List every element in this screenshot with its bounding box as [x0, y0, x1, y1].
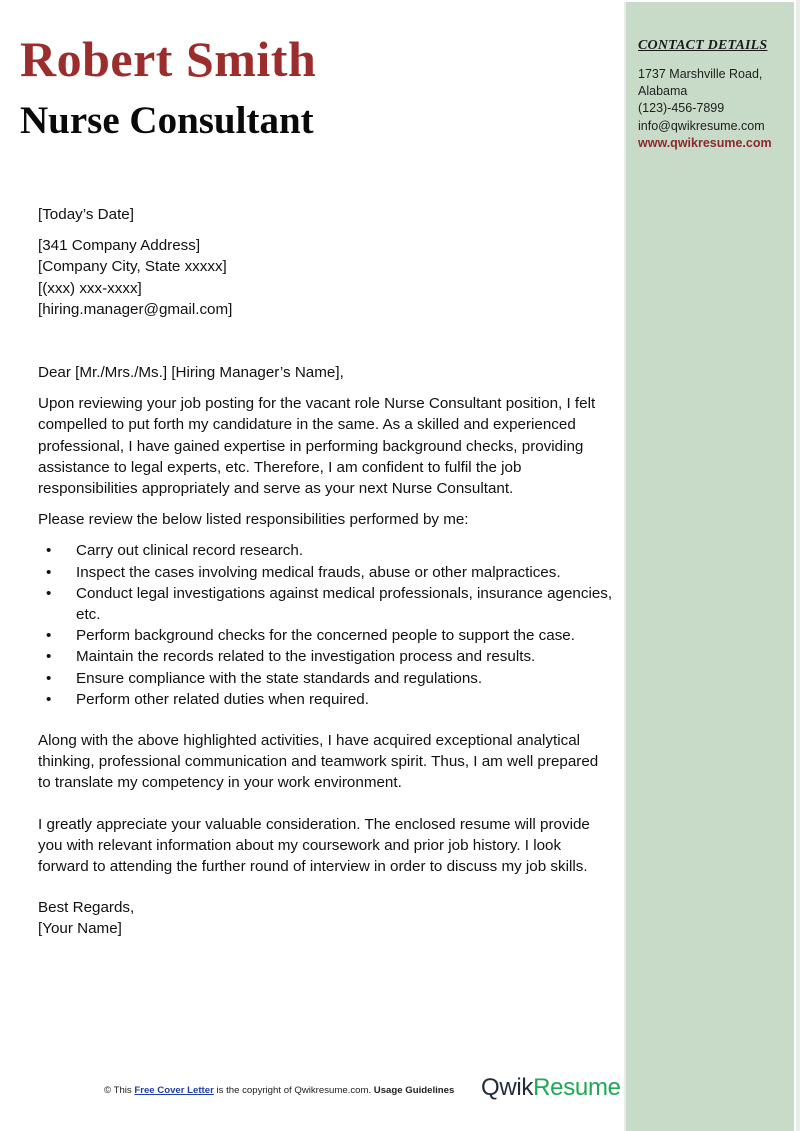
- free-cover-letter-link[interactable]: Free Cover Letter: [134, 1085, 214, 1096]
- footer-prefix: This: [113, 1085, 132, 1096]
- applicant-title: Nurse Consultant: [20, 99, 314, 142]
- paragraph-skills: Along with the above highlighted activities, I have acquired exceptional analytical thinking, professional communication and teamwork spirit. Thus, I am well prepared to translate my competency in your work environment.: [38, 732, 599, 792]
- paragraph-intro: Upon reviewing your job posting for the vacant role Nurse Consultant position, I felt compelled to put forth my candidature in the same. As a skilled and experienced professional, I have gained expertise in performing background checks, providing assistance to legal experts, etc. Therefore, I am confident to fulfil the job responsibilities appropriately and serve as your next Nurse Consultant.: [38, 395, 596, 498]
- applicant-name: Robert Smith: [20, 31, 317, 87]
- contact-sidebar: [624, 2, 794, 1131]
- page-edge: [796, 0, 800, 1131]
- copyright-footer: [104, 1085, 454, 1096]
- logo-part-qwik: Qwik: [481, 1074, 534, 1101]
- paragraph-closing: I greatly appreciate your valuable consideration. The enclosed resume will provide you with relevant information about my coursework and prior job history. I look forward to attending the further round of interview in order to discuss my job skills.: [38, 815, 590, 876]
- list-item: • Inspect the cases involving medical frauds, abuse or other malpractices.: [38, 562, 613, 583]
- list-item: • Maintain the records related to the investigation process and results.: [38, 646, 613, 667]
- responsibilities-list: [38, 540, 613, 710]
- list-item: • Perform other related duties when required.: [38, 689, 613, 710]
- list-item: • Conduct legal investigations against medical professionals, insurance agencies, etc.: [38, 583, 613, 625]
- list-item: • Carry out clinical record research.: [38, 540, 613, 561]
- list-item: • Perform background checks for the concerned people to support the case.: [38, 625, 613, 646]
- list-intro: Please review the below listed responsibilities performed by me:: [38, 511, 469, 529]
- recipient-city-state: [Company City, State xxxxx]: [38, 258, 227, 276]
- contact-email[interactable]: info@qwikresume.com: [638, 118, 765, 133]
- signature: [Your Name]: [38, 920, 122, 938]
- usage-guidelines-link[interactable]: Usage Guidelines: [373, 1085, 455, 1096]
- list-item: • Ensure compliance with the state standards and regulations.: [38, 668, 613, 689]
- closing: Best Regards,: [38, 899, 135, 917]
- recipient-email: [hiring.manager@gmail.com]: [38, 300, 233, 318]
- copyright-icon: ©: [104, 1085, 112, 1096]
- contact-address-line2: Alabama: [638, 84, 688, 99]
- letter-date: [Today’s Date]: [38, 206, 134, 223]
- qwikresume-logo[interactable]: [481, 1074, 621, 1102]
- recipient-phone: [(xxx) xxx-xxxx]: [38, 279, 142, 297]
- recipient-address: [341 Company Address]: [38, 237, 201, 255]
- contact-details: [638, 66, 772, 152]
- salutation: Dear [Mr./Mrs./Ms.] [Hiring Manager’s Name],: [38, 364, 344, 382]
- letter-body: [38, 204, 613, 940]
- contact-phone: (123)-456-7899: [638, 101, 725, 116]
- footer-middle: is the copyright of Qwikresume.com.: [216, 1085, 372, 1096]
- contact-heading: CONTACT DETAILS: [638, 38, 768, 53]
- contact-address-line1: 1737 Marshville Road,: [638, 67, 763, 81]
- contact-website[interactable]: www.qwikresume.com: [638, 135, 772, 150]
- logo-part-resume: Resume: [533, 1074, 621, 1101]
